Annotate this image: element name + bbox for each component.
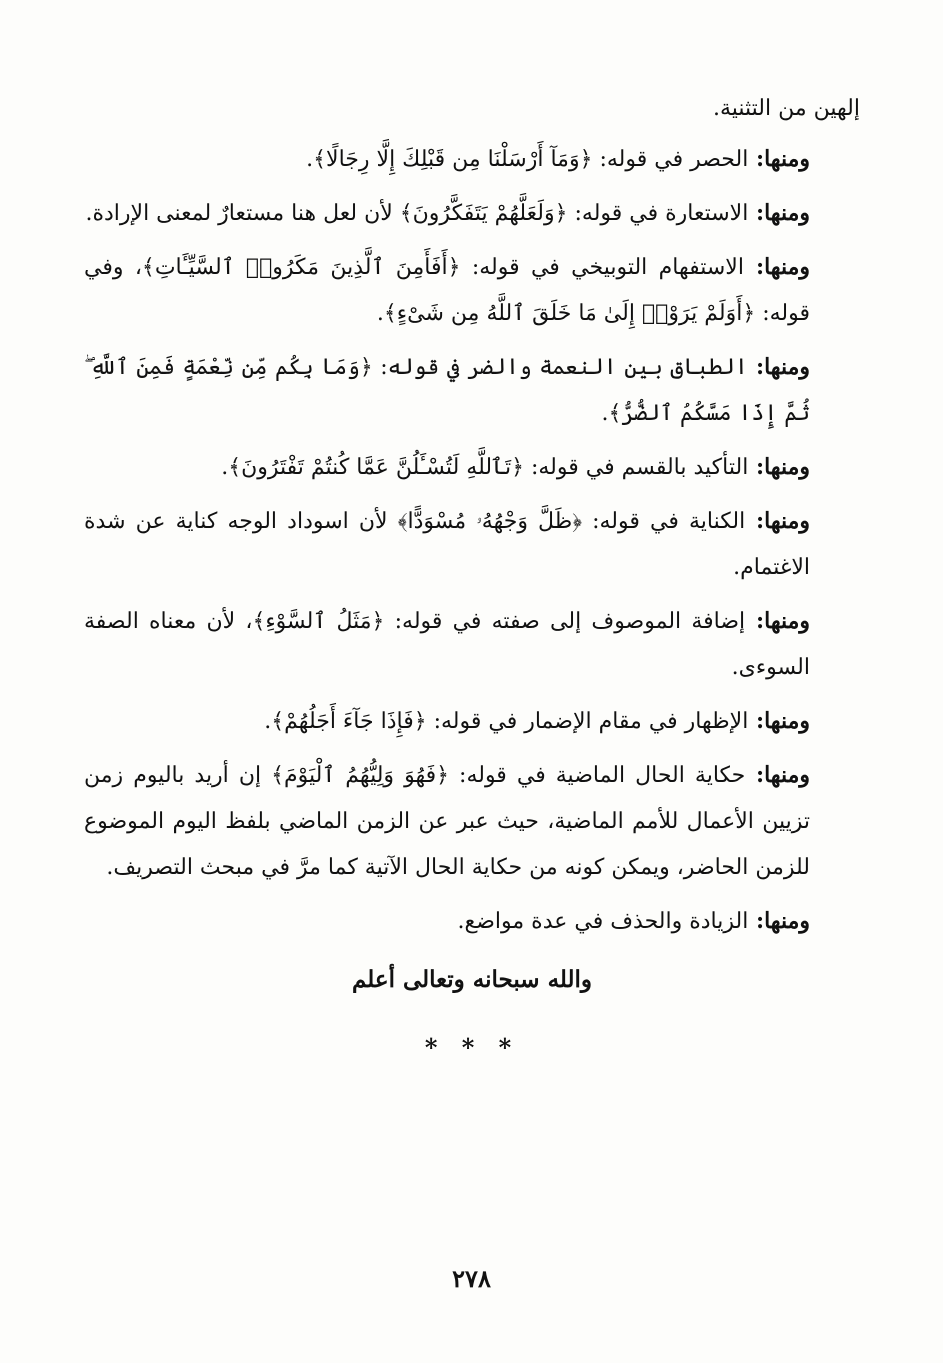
paragraph-text: الكناية في قوله: ﴿ظَلَّ وَجْهُهُۥ مُسْوَدًّا﴾ لأن اسوداد الوجه كناية عن شدة الاغتمام. [84,509,810,580]
paragraph-lead: ومنها: [745,508,811,534]
paragraph-hikaya [84,752,860,891]
paragraph-intro [84,86,860,132]
paragraph-ziyada [84,898,860,945]
paragraph-text: إلهين من التثنية. [712,96,860,121]
paragraph-text: التأكيد بالقسم في قوله: ﴿تَٱللَّهِ لَتُسْـَٔلُنَّ عَمَّا كُنتُمْ تَفْتَرُونَ﴾. [221,455,749,480]
paragraph-text: حكاية الحال الماضية في قوله: ﴿فَهُوَ وَلِيُّهُمُ ٱلْيَوْمَ﴾ إن أريد باليوم زمن تزيين الأعمال للأمم الماضية، حيث عبر عن الزمن الماضي بلفظ اليوم الموضوع للزمن الحاضر، ويمكن كونه من حكاية الحال الآتية كما مرَّ في مبحث التصريف. [84,763,810,880]
paragraph-lead: ومنها: [745,762,810,788]
paragraph-istiara [84,190,860,237]
paragraph-lead: ومنها: [748,708,810,734]
paragraph-lead: ومنها: [748,454,810,480]
paragraph-izhar [84,698,860,745]
paragraph-text: الحصر في قوله: ﴿وَمَآ أَرْسَلْنَا مِن قَبْلِكَ إِلَّا رِجَالًا﴾. [306,147,749,172]
paragraph-lead: ومنها: [745,608,811,634]
closing-phrase: والله سبحانه وتعالى أعلم [351,966,593,993]
paragraph-text: إضافة الموصوف إلى صفته في قوله: ﴿مَثَلُ ٱلسَّوْءِ﴾، لأن معناه الصفة السوءى. [84,609,810,680]
paragraph-text: الاستفهام التوبيخي في قوله: ﴿أَفَأَمِنَ ٱلَّذِينَ مَكَرُوا۟ ٱلسَّيِّـَٔاتِ﴾، وفي قوله: ﴿أَوَلَمْ يَرَوْا۟ إِلَىٰ مَا خَلَقَ ٱللَّهُ مِن شَىْءٍ﴾. [84,255,810,326]
paragraph-lead: ومنها: [748,146,810,172]
paragraph-hasr [84,136,860,183]
paragraph-lead: ومنها: [748,200,810,226]
paragraph-lead: ومنها: [747,354,810,380]
paragraph-lead: ومنها: [748,908,810,934]
page-number: ٢٧٨ [452,1264,491,1293]
page-body [84,86,860,1071]
paragraph-taakid [84,444,860,491]
paragraph-text: الزيادة والحذف في عدة مواضع. [457,909,749,934]
paragraph-text: الإظهار في مقام الإضمار في قوله: ﴿فَإِذَا جَآءَ أَجَلُهُمْ﴾. [264,709,749,734]
paragraph-kinaya [84,498,860,591]
paragraph-text: الطباق بين النعمة والضر في قوله: ﴿وَمَا بِكُم مِّن نِّعْمَةٍ فَمِنَ ٱللَّهِ ۖ ثُمَّ إِذَا مَسَّكُمُ ٱلضُّرُّ﴾. [84,355,810,426]
paragraph-istifham [84,244,860,337]
paragraph-tibaq [84,344,860,437]
section-separator: * * * [424,1033,520,1062]
paragraph-lead: ومنها: [743,254,810,280]
paragraph-idafa [84,598,860,691]
paragraph-text: الاستعارة في قوله: ﴿وَلَعَلَّهُمْ يَتَفَكَّرُونَ﴾ لأن لعل هنا مستعارٌ لمعنى الإرادة. [85,201,749,226]
